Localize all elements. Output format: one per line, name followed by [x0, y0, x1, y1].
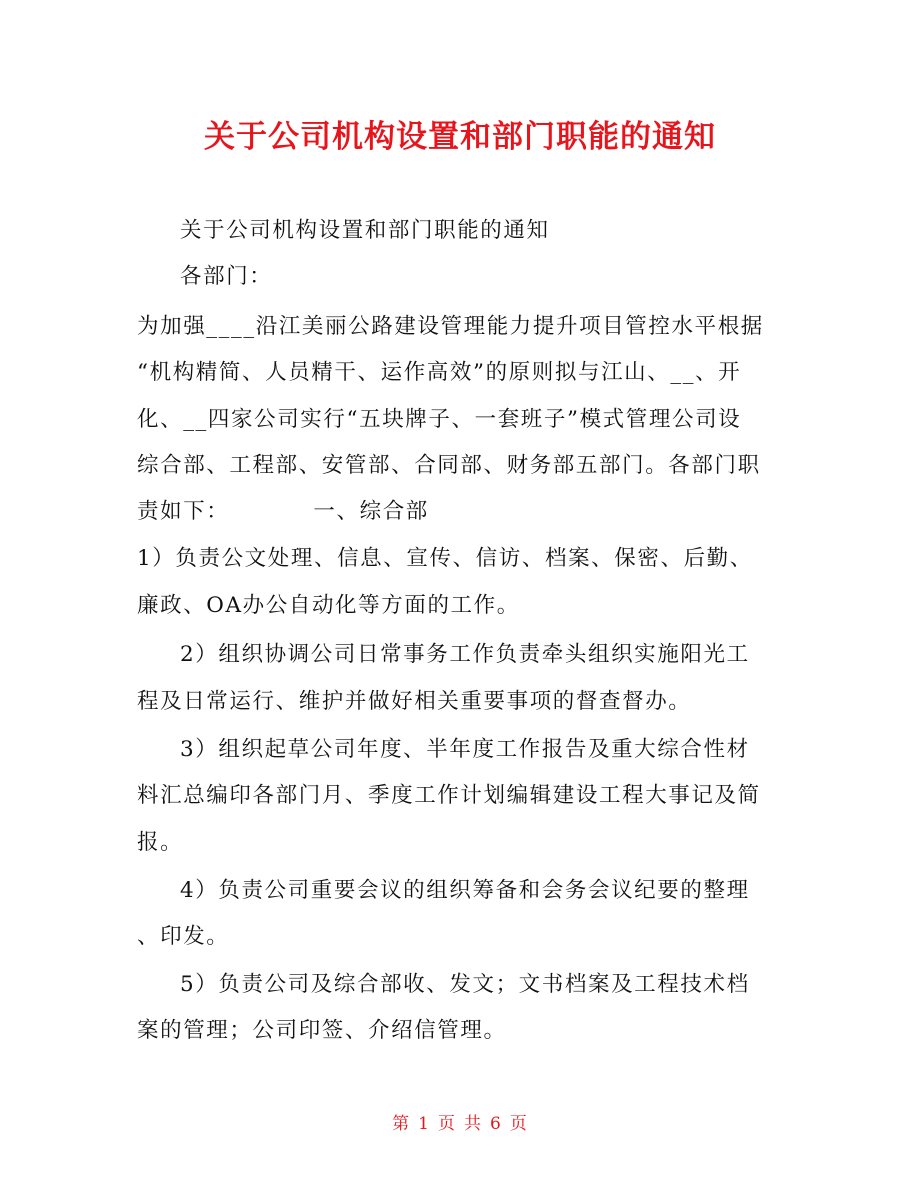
footer-total-unit: 页 — [509, 1114, 528, 1134]
list-item-3-cont: 报。 — [137, 830, 184, 855]
body-line: 为加强____沿江美丽公路建设管理能力提升项目管控水平根据 — [137, 314, 764, 339]
duty-intro: 责如下： — [137, 499, 230, 524]
section-heading-general-dept: 一、综合部 — [313, 499, 429, 524]
footer-total-prefix: 共 — [464, 1114, 482, 1134]
list-item-1: 1）负责公文处理、信息、宣传、信访、档案、保密、后勤、 — [137, 546, 753, 571]
list-item-2-cont: 程及日常运行、维护并做好相关重要事项的督查督办。 — [137, 689, 692, 714]
body-line: “机构精简、人员精干、运作高效”的原则拟与江山、__、开 — [137, 360, 742, 385]
list-item-2: 2）组织协调公司日常事务工作负责牵头组织实施阳光工 — [180, 642, 750, 667]
salutation: 各部门： — [180, 264, 273, 289]
footer-page-prefix: 第 — [392, 1114, 411, 1134]
list-item-5-cont: 案的管理；公司印签、介绍信管理。 — [137, 1018, 507, 1043]
list-item-5: 5）负责公司及综合部收、发文；文书档案及工程技术档 — [180, 972, 750, 997]
document-title: 关于公司机构设置和部门职能的通知 — [204, 119, 716, 155]
footer-page-number: 1 — [418, 1114, 430, 1134]
list-item-4-cont: 、印发。 — [137, 924, 230, 949]
list-item-1-cont: 廉政、OA办公自动化等方面的工作。 — [137, 593, 520, 618]
page-footer — [0, 1112, 920, 1136]
footer-total-pages: 6 — [490, 1114, 502, 1134]
list-item-3: 3）组织起草公司年度、半年度工作报告及重大综合性材 — [180, 737, 750, 762]
duty-line — [137, 497, 429, 527]
list-item-3-cont: 料汇总编印各部门月、季度工作计划编辑建设工程大事记及简 — [137, 783, 761, 808]
body-line: 化、__四家公司实行“五块牌子、一套班子”模式管理公司设 — [137, 407, 742, 432]
subject-line: 关于公司机构设置和部门职能的通知 — [180, 218, 550, 243]
body-line: 综合部、工程部、安管部、合同部、财务部五部门。各部门职 — [137, 453, 761, 478]
list-item-4: 4）负责公司重要会议的组织筹备和会务会议纪要的整理 — [180, 878, 750, 903]
footer-page-unit: 页 — [438, 1114, 456, 1134]
